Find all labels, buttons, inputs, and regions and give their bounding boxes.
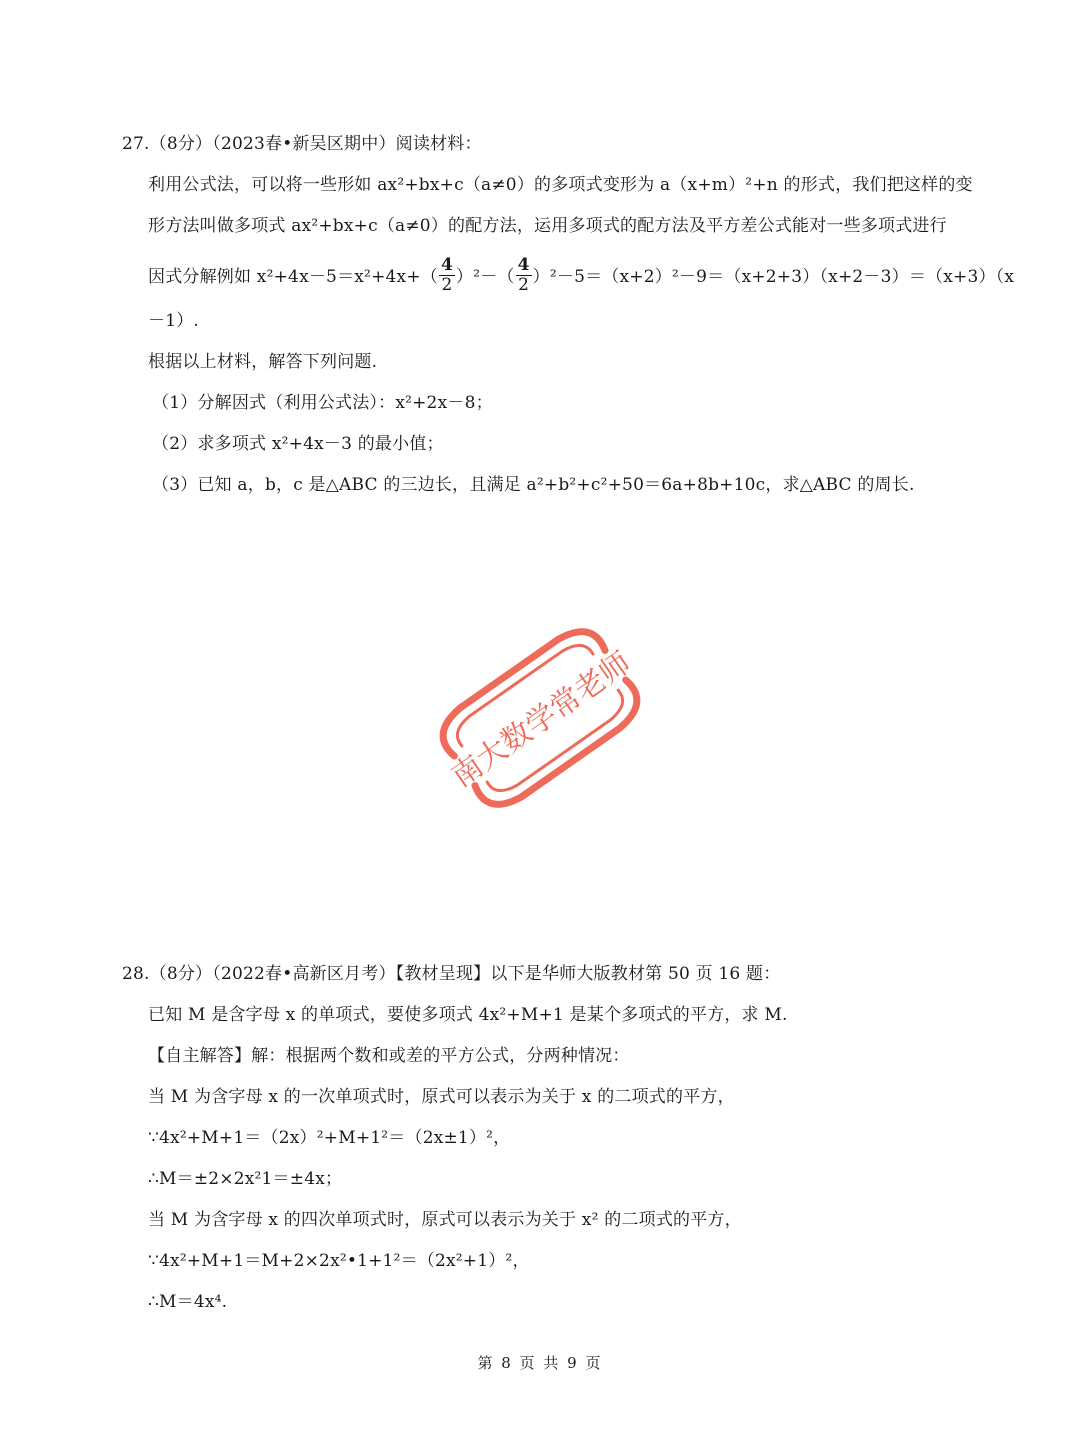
watermark-stamp-text: 南大数学常老师 [445, 645, 638, 795]
q27-line-3 [148, 255, 1015, 297]
fraction-four-halves-2 [516, 256, 532, 295]
q28-line-5: ∴M＝±2×2x²1＝±4x； [148, 1169, 343, 1189]
q28-header: 28.（8分）（2022春•高新区月考）【教材呈现】以下是华师大版教材第 50 页 16 题： [122, 964, 781, 984]
q27-line-3-prefix: 因式分解例如 x²+4x－5＝x²+4x+（ [148, 267, 438, 287]
q28-line-4: ∵4x²+M+1＝（2x）²+M+1²＝（2x±1）²， [148, 1128, 511, 1148]
q27-part-3: （3）已知 a，b，c 是△ABC 的三边长，且满足 a²+b²+c²+50＝6a+8b+10c，求△ABC 的周长. [152, 475, 915, 495]
fraction-four-halves-1 [439, 256, 455, 295]
q27-line-5: 根据以上材料，解答下列问题. [148, 352, 378, 372]
q27-line-4: －1）. [148, 311, 200, 331]
q28-line-2: 【自主解答】解：根据两个数和或差的平方公式，分两种情况： [148, 1046, 630, 1066]
watermark-stamp [420, 608, 660, 828]
q27-header: 27.（8分）（2023春•新吴区期中）阅读材料： [122, 134, 482, 154]
page-footer: 第 8 页 共 9 页 [477, 1354, 603, 1372]
fraction-denominator: 2 [518, 275, 530, 295]
fraction-denominator: 2 [441, 275, 453, 295]
q27-part-2: （2）求多项式 x²+4x－3 的最小值； [152, 434, 444, 454]
fraction-numerator: 4 [517, 255, 530, 275]
q27-line-3-mid: ）²－（ [456, 267, 515, 287]
q28-line-3: 当 M 为含字母 x 的一次单项式时，原式可以表示为关于 x 的二项式的平方， [148, 1087, 735, 1107]
q27-part-1: （1）分解因式（利用公式法）：x²+2x－8； [152, 393, 493, 413]
q27-line-2: 形方法叫做多项式 ax²+bx+c（a≠0）的配方法，运用多项式的配方法及平方差公式能对一些多项式进行 [148, 216, 947, 236]
fraction-numerator: 4 [440, 255, 453, 275]
q28-line-1: 已知 M 是含字母 x 的单项式，要使多项式 4x²+M+1 是某个多项式的平方，求 M. [148, 1005, 788, 1025]
q28-line-6: 当 M 为含字母 x 的四次单项式时，原式可以表示为关于 x² 的二项式的平方， [148, 1210, 742, 1230]
q28-line-7: ∵4x²+M+1＝M+2×2x²•1+1²＝（2x²+1）²， [148, 1251, 530, 1271]
q27-line-3-suffix: ）²－5＝（x+2）²－9＝（x+2+3）（x+2－3）＝（x+3）（x [532, 267, 1015, 287]
q28-line-8: ∴M＝4x⁴. [148, 1292, 228, 1312]
q27-line-1: 利用公式法，可以将一些形如 ax²+bx+c（a≠0）的多项式变形为 a（x+m）²+n 的形式，我们把这样的变 [148, 175, 973, 195]
